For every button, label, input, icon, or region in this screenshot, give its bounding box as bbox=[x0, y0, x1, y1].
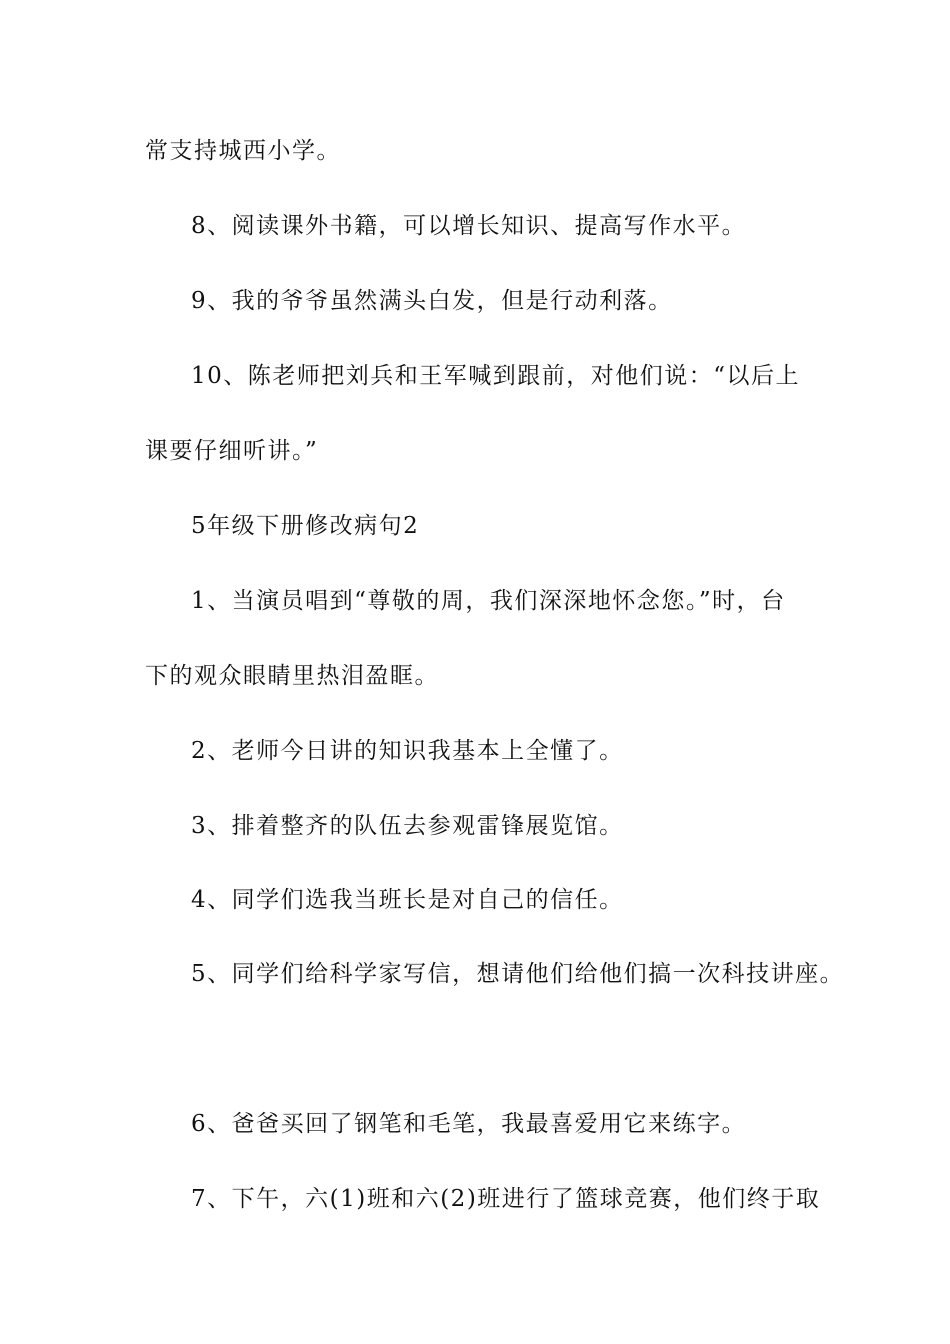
text-line-item-4: 4、同学们选我当班长是对自己的信任。 bbox=[191, 887, 624, 913]
section-heading: 5年级下册修改病句2 bbox=[191, 513, 420, 539]
text-line-continuation: 常支持城西小学。 bbox=[145, 138, 341, 164]
text-line-item-10: 10、陈老师把刘兵和王军喊到跟前，对他们说：“以后上 bbox=[191, 363, 801, 389]
text-line-item-2: 2、老师今日讲的知识我基本上全懂了。 bbox=[191, 738, 624, 764]
text-line-item-5: 5、同学们给科学家写信，想请他们给他们搞一次科技讲座。 bbox=[191, 961, 845, 987]
text-line-item-1-cont: 下的观众眼睛里热泪盈眶。 bbox=[145, 663, 439, 689]
text-line-item-8: 8、阅读课外书籍，可以增长知识、提高写作水平。 bbox=[191, 213, 747, 239]
text-line-item-9: 9、我的爷爷虽然满头白发，但是行动利落。 bbox=[191, 288, 673, 314]
text-line-item-10-cont: 课要仔细听讲。” bbox=[145, 438, 319, 464]
text-line-item-1: 1、当演员唱到“尊敬的周，我们深深地怀念您。”时，台 bbox=[191, 588, 786, 614]
text-line-item-7: 7、下午，六(1)班和六(2)班进行了篮球竞赛，他们终于取 bbox=[191, 1186, 821, 1212]
text-line-item-3: 3、排着整齐的队伍去参观雷锋展览馆。 bbox=[191, 813, 624, 839]
text-line-item-6: 6、爸爸买回了钢笔和毛笔，我最喜爱用它来练字。 bbox=[191, 1111, 747, 1137]
